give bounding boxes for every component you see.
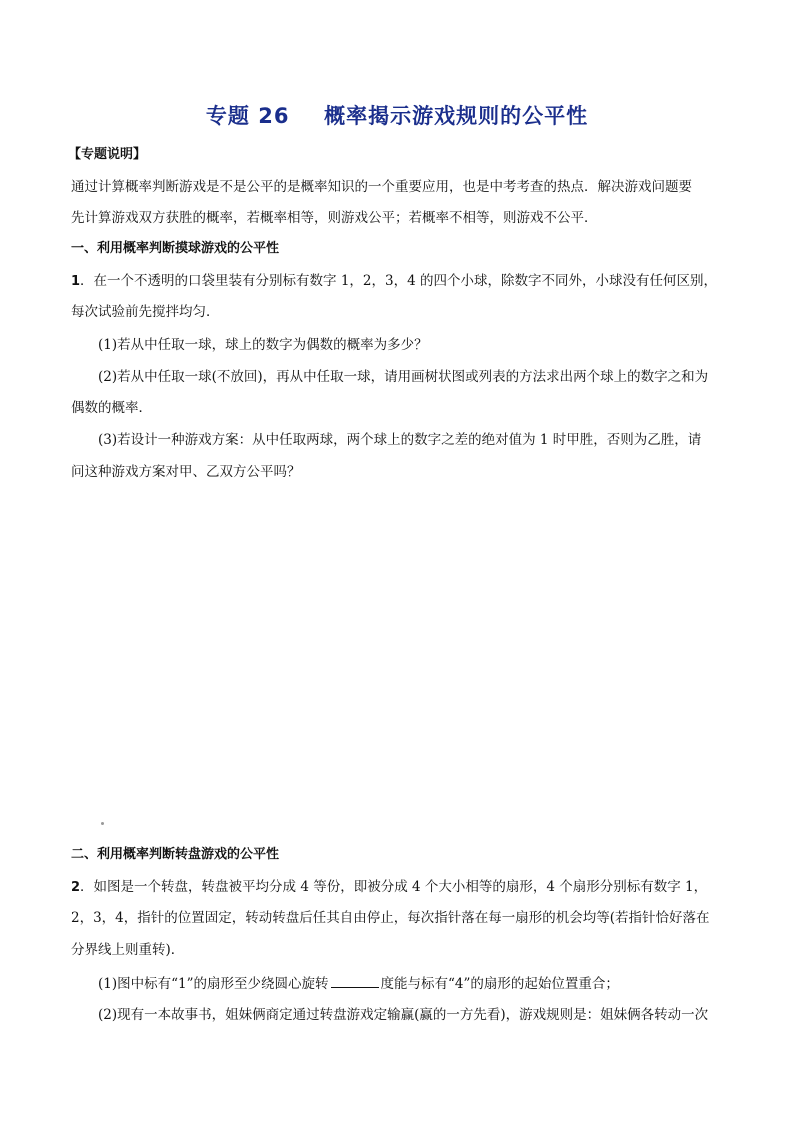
explanation-heading: 【专题说明】: [68, 147, 147, 162]
question-2-line-1: [71, 878, 707, 897]
stray-mark: [101, 822, 104, 825]
page-title: [0, 100, 794, 130]
title-text: 概率揭示游戏规则的公平性: [324, 104, 589, 128]
question-2-part-1-before: (1)图中标有“1”的扇形至少绕圆心旋转: [98, 976, 329, 992]
question-2-part-2-line-1: (2)现有一本故事书，姐妹俩商定通过转盘游戏定输赢(赢的一方先看)，游戏规则是：姐妹俩各转动一次: [98, 1007, 709, 1023]
question-1-number: 1: [71, 274, 81, 289]
answer-blank: [331, 974, 379, 988]
question-2-number: 2: [71, 880, 81, 895]
question-1-part-2-line-1: (2)若从中任取一球(不放回)，再从中任取一球，请用画树状图或列表的方法求出两个球上的数字之和为: [98, 369, 709, 385]
question-1-line-1: [71, 272, 717, 291]
question-2-part-1-after: 度能与标有“4”的扇形的起始位置重合；: [380, 976, 619, 992]
question-2-part-1: [98, 974, 619, 993]
question-2-text-1: ．如图是一个转盘，转盘被平均分成 4 等份，即被分成 4 个大小相等的扇形，4 个扇形分别标有数字 1，: [80, 879, 708, 895]
explanation-line-1: 通过计算概率判断游戏是不是公平的是概率知识的一个重要应用，也是中考考查的热点．解决游戏问题要: [71, 179, 692, 195]
question-2-line-2: 2，3，4，指针的位置固定，转动转盘后任其自由停止，每次指针落在每一扇形的机会均等(若指针恰好落在: [71, 910, 710, 926]
section-2-heading: 二、利用概率判断转盘游戏的公平性: [71, 847, 280, 862]
explanation-line-2: 先计算游戏双方获胜的概率，若概率相等，则游戏公平；若概率不相等，则游戏不公平．: [71, 210, 598, 226]
section-1-heading: 一、利用概率判断摸球游戏的公平性: [71, 241, 280, 256]
question-2-line-3: 分界线上则重转)．: [71, 942, 185, 958]
question-1-line-2: 每次试验前先搅拌均匀．: [71, 304, 220, 320]
question-1-part-2-line-2: 偶数的概率．: [71, 400, 152, 416]
title-prefix: 专题: [205, 104, 250, 128]
question-1-part-3-line-1: (3)若设计一种游戏方案：从中任取两球，两个球上的数字之差的绝对值为 1 时甲胜，否则为乙胜，请: [98, 432, 702, 448]
title-number: 26: [258, 104, 290, 128]
question-1-part-1: (1)若从中任取一球，球上的数字为偶数的概率为多少？: [98, 337, 428, 353]
question-1-text-1: ．在一个不透明的口袋里装有分别标有数字 1，2，3，4 的四个小球，除数字不同外，小球没有任何区别，: [80, 273, 717, 289]
question-1-part-3-line-2: 问这种游戏方案对甲、乙双方公平吗？: [71, 464, 301, 480]
